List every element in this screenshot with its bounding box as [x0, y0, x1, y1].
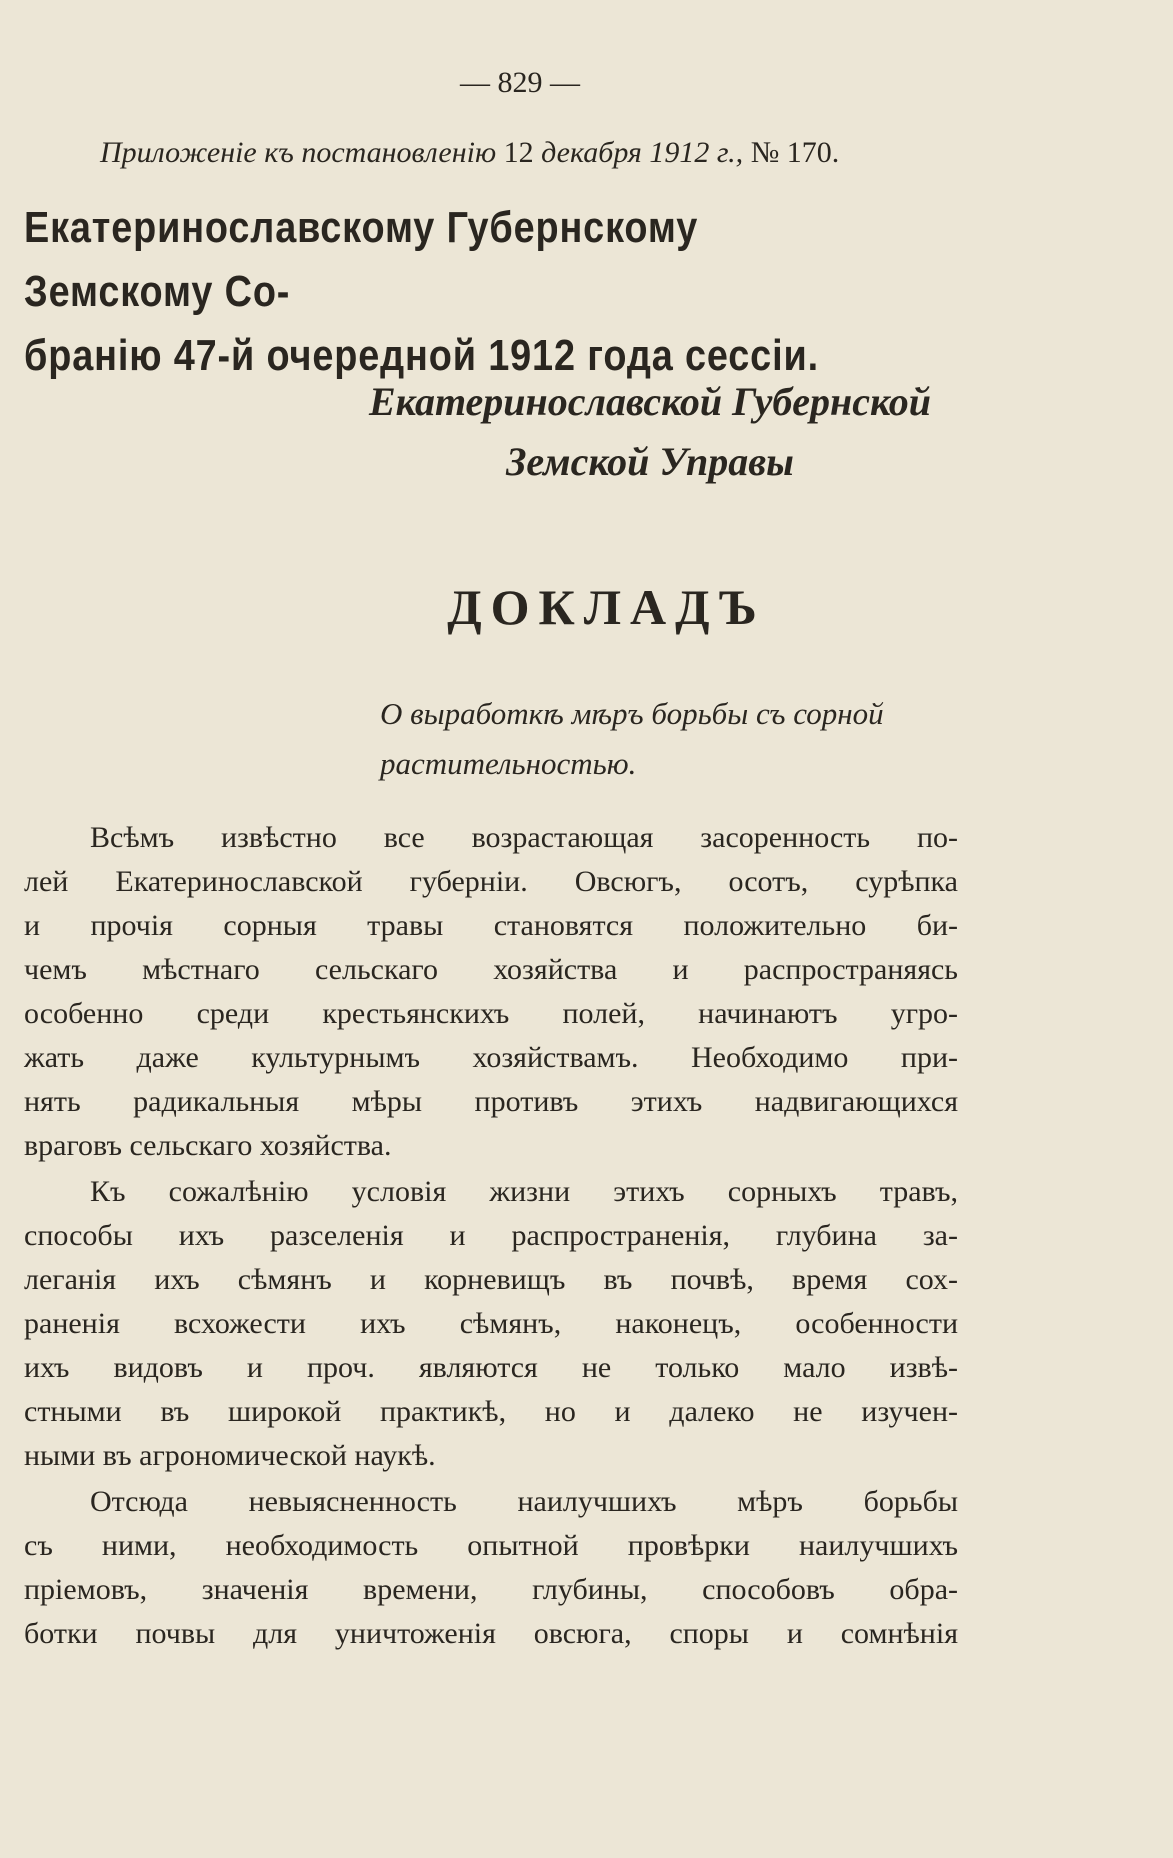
assembly-heading	[24, 196, 832, 388]
body-line: ботки почвы для уничтоженія овсюга, споры и сомнѣнія	[24, 1617, 958, 1650]
uprava-line2: Земской Управы	[506, 439, 794, 484]
body-line: Отсюда невыясненность наилучшихъ мѣръ борьбы	[90, 1485, 958, 1518]
appendix-date-day: 12	[503, 136, 534, 169]
assembly-heading-line2: бранію 47-й очередной 1912 года сессіи.	[24, 331, 819, 380]
body-line: и прочія сорныя травы становятся положительно би-	[24, 909, 958, 942]
body-line: способы ихъ разселенія и распространенія, глубина за-	[24, 1219, 958, 1252]
body-line: чемъ мѣстнаго сельскаго хозяйства и распространяясь	[24, 953, 958, 986]
body-line: пріемовъ, значенія времени, глубины, способовъ обра-	[24, 1573, 958, 1606]
body-line: ными въ агрономической наукѣ.	[24, 1439, 436, 1472]
body-line: Всѣмъ извѣстно все возрастающая засоренность по-	[90, 821, 958, 854]
body-line: съ ними, необходимость опытной провѣрки наилучшихъ	[24, 1529, 958, 1562]
body-line: нять радикальныя мѣры противъ этихъ надвигающихся	[24, 1085, 958, 1118]
subtitle-line1: О выработкѣ мѣръ борьбы съ сорной	[380, 696, 884, 731]
body-line: стными въ широкой практикѣ, но и далеко не изучен-	[24, 1395, 958, 1428]
body-line: Къ сожалѣнію условія жизни этихъ сорныхъ травъ,	[90, 1175, 958, 1208]
document-title: ДОКЛАДЪ	[447, 579, 766, 635]
appendix-date: декабря 1912 г.,	[541, 136, 744, 169]
body-line: враговъ сельскаго хозяйства.	[24, 1129, 392, 1162]
page-number: — 829 —	[460, 66, 580, 99]
body-line: жать даже культурнымъ хозяйствамъ. Необходимо при-	[24, 1041, 958, 1074]
assembly-heading-line1: Екатеринославскому Губернскому Земскому Со-	[24, 203, 699, 316]
appendix-text: Приложеніе къ постановленію	[100, 136, 497, 169]
appendix-number: № 170.	[750, 136, 840, 169]
body-line: лей Екатеринославской губерніи. Овсюгъ, осотъ, сурѣпка	[24, 865, 958, 898]
body-line: особенно среди крестьянскихъ полей, начинаютъ угро-	[24, 997, 958, 1030]
body-line: леганія ихъ сѣмянъ и корневищъ въ почвѣ, время сох-	[24, 1263, 958, 1296]
subtitle-line2: растительностью.	[380, 746, 637, 781]
body-line: ихъ видовъ и проч. являются не только мало извѣ-	[24, 1351, 958, 1384]
appendix-note	[100, 136, 839, 170]
body-line: раненія всхожести ихъ сѣмянъ, наконецъ, особенности	[24, 1307, 958, 1340]
uprava-line1: Екатеринославской Губернской	[369, 379, 931, 424]
